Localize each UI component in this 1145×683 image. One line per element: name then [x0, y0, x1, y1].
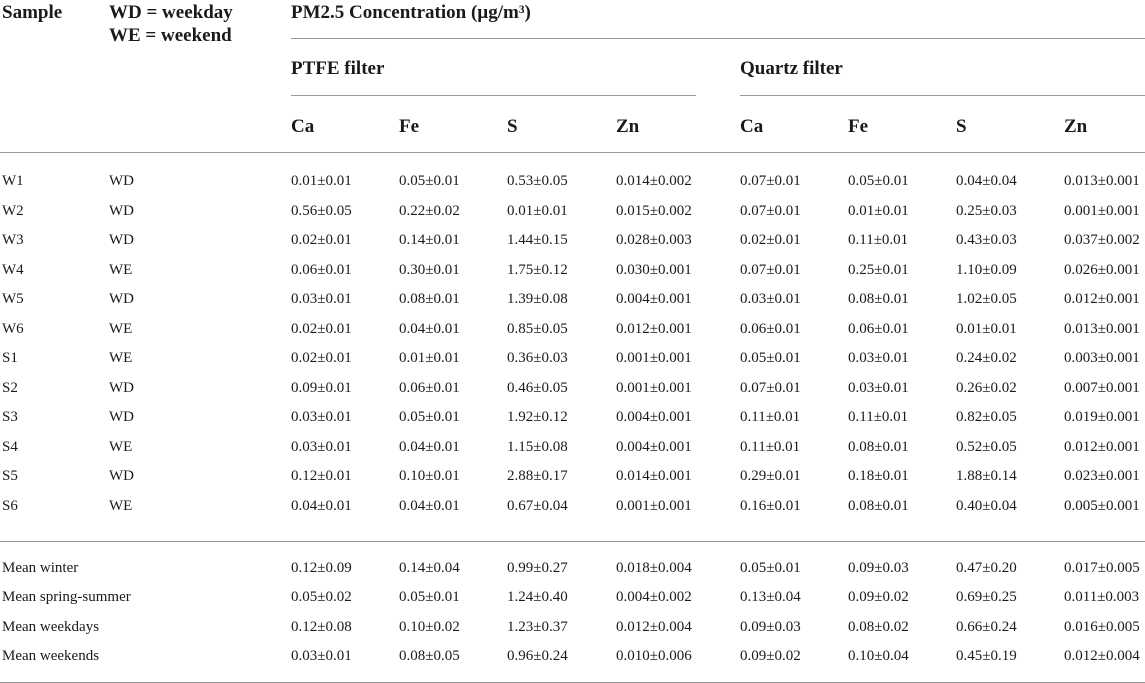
mean-value-cell: 0.012±0.004 — [1064, 648, 1140, 664]
rule-means — [0, 541, 1145, 542]
mean-value-cell: 0.66±0.24 — [956, 619, 1017, 635]
value-cell: 0.028±0.003 — [616, 232, 692, 248]
value-cell: 0.09±0.01 — [291, 380, 352, 396]
value-cell: 1.75±0.12 — [507, 262, 568, 278]
value-cell: 1.39±0.08 — [507, 291, 568, 307]
value-cell: 0.014±0.002 — [616, 173, 692, 189]
mean-label: Mean weekdays — [2, 619, 100, 635]
value-cell: 0.004±0.001 — [616, 291, 692, 307]
value-cell: 0.001±0.001 — [616, 498, 692, 514]
value-cell: 0.82±0.05 — [956, 409, 1017, 425]
value-cell: 0.01±0.01 — [848, 203, 909, 219]
sample-id: S1 — [2, 350, 18, 366]
day-type: WE — [109, 262, 133, 278]
value-cell: 0.012±0.001 — [616, 321, 692, 337]
mean-value-cell: 0.12±0.08 — [291, 619, 352, 635]
value-cell: 0.007±0.001 — [1064, 380, 1140, 396]
value-cell: 0.01±0.01 — [399, 350, 460, 366]
mean-label: Mean winter — [2, 560, 79, 576]
col-ptfe-ca: Ca — [291, 116, 315, 137]
value-cell: 1.02±0.05 — [956, 291, 1017, 307]
mean-value-cell: 1.23±0.37 — [507, 619, 568, 635]
value-cell: 0.03±0.01 — [291, 439, 352, 455]
value-cell: 0.26±0.02 — [956, 380, 1017, 396]
value-cell: 0.25±0.01 — [848, 262, 909, 278]
value-cell: 0.005±0.001 — [1064, 498, 1140, 514]
value-cell: 0.07±0.01 — [740, 380, 801, 396]
value-cell: 0.16±0.01 — [740, 498, 801, 514]
value-cell: 0.18±0.01 — [848, 468, 909, 484]
value-cell: 0.25±0.03 — [956, 203, 1017, 219]
value-cell: 0.11±0.01 — [740, 409, 801, 425]
value-cell: 0.01±0.01 — [291, 173, 352, 189]
value-cell: 0.11±0.01 — [848, 232, 909, 248]
mean-value-cell: 0.09±0.03 — [848, 560, 909, 576]
value-cell: 0.14±0.01 — [399, 232, 460, 248]
col-quartz-s: S — [956, 116, 967, 137]
sample-id: S2 — [2, 380, 18, 396]
value-cell: 0.36±0.03 — [507, 350, 568, 366]
header-we-legend: WE = weekend — [109, 25, 232, 46]
mean-value-cell: 0.10±0.04 — [848, 648, 909, 664]
mean-value-cell: 0.017±0.005 — [1064, 560, 1140, 576]
value-cell: 0.02±0.01 — [740, 232, 801, 248]
value-cell: 0.03±0.01 — [848, 380, 909, 396]
value-cell: 0.53±0.05 — [507, 173, 568, 189]
sample-id: S4 — [2, 439, 18, 455]
value-cell: 0.04±0.01 — [399, 498, 460, 514]
value-cell: 0.03±0.01 — [291, 291, 352, 307]
mean-value-cell: 0.14±0.04 — [399, 560, 460, 576]
col-quartz-zn: Zn — [1064, 116, 1088, 137]
mean-value-cell: 0.08±0.02 — [848, 619, 909, 635]
value-cell: 0.07±0.01 — [740, 262, 801, 278]
mean-value-cell: 0.03±0.01 — [291, 648, 352, 664]
value-cell: 1.92±0.12 — [507, 409, 568, 425]
value-cell: 1.15±0.08 — [507, 439, 568, 455]
day-type: WD — [109, 380, 134, 396]
mean-value-cell: 0.010±0.006 — [616, 648, 692, 664]
value-cell: 0.06±0.01 — [740, 321, 801, 337]
sample-id: W6 — [2, 321, 24, 337]
value-cell: 0.03±0.01 — [740, 291, 801, 307]
value-cell: 0.05±0.01 — [848, 173, 909, 189]
value-cell: 0.012±0.001 — [1064, 291, 1140, 307]
col-ptfe-fe: Fe — [399, 116, 420, 137]
value-cell: 0.06±0.01 — [399, 380, 460, 396]
mean-value-cell: 0.13±0.04 — [740, 589, 801, 605]
header-wd-legend: WD = weekday — [109, 2, 233, 23]
value-cell: 0.52±0.05 — [956, 439, 1017, 455]
day-type: WD — [109, 291, 134, 307]
sample-id: S3 — [2, 409, 18, 425]
value-cell: 1.10±0.09 — [956, 262, 1017, 278]
value-cell: 0.012±0.001 — [1064, 439, 1140, 455]
value-cell: 0.30±0.01 — [399, 262, 460, 278]
value-cell: 0.004±0.001 — [616, 439, 692, 455]
rule-concentration — [291, 38, 1145, 39]
value-cell: 0.22±0.02 — [399, 203, 460, 219]
sample-id: W1 — [2, 173, 24, 189]
value-cell: 0.07±0.01 — [740, 173, 801, 189]
value-cell: 0.019±0.001 — [1064, 409, 1140, 425]
value-cell: 0.08±0.01 — [848, 291, 909, 307]
value-cell: 2.88±0.17 — [507, 468, 568, 484]
value-cell: 0.04±0.01 — [291, 498, 352, 514]
col-ptfe-zn: Zn — [616, 116, 640, 137]
value-cell: 0.56±0.05 — [291, 203, 352, 219]
value-cell: 0.46±0.05 — [507, 380, 568, 396]
value-cell: 0.023±0.001 — [1064, 468, 1140, 484]
value-cell: 1.88±0.14 — [956, 468, 1017, 484]
value-cell: 0.06±0.01 — [291, 262, 352, 278]
mean-value-cell: 0.09±0.02 — [740, 648, 801, 664]
value-cell: 0.014±0.001 — [616, 468, 692, 484]
mean-value-cell: 0.47±0.20 — [956, 560, 1017, 576]
value-cell: 0.03±0.01 — [848, 350, 909, 366]
sample-id: S6 — [2, 498, 18, 514]
value-cell: 0.01±0.01 — [507, 203, 568, 219]
group-quartz-filter: Quartz filter — [740, 58, 843, 79]
col-quartz-ca: Ca — [740, 116, 764, 137]
value-cell: 0.01±0.01 — [956, 321, 1017, 337]
value-cell: 0.04±0.01 — [399, 321, 460, 337]
value-cell: 0.001±0.001 — [616, 350, 692, 366]
col-quartz-fe: Fe — [848, 116, 869, 137]
mean-label: Mean weekends — [2, 648, 100, 664]
value-cell: 0.05±0.01 — [740, 350, 801, 366]
value-cell: 0.40±0.04 — [956, 498, 1017, 514]
value-cell: 0.015±0.002 — [616, 203, 692, 219]
day-type: WE — [109, 498, 133, 514]
value-cell: 0.67±0.04 — [507, 498, 568, 514]
mean-value-cell: 0.05±0.01 — [740, 560, 801, 576]
value-cell: 0.003±0.001 — [1064, 350, 1140, 366]
day-type: WE — [109, 439, 133, 455]
mean-value-cell: 0.10±0.02 — [399, 619, 460, 635]
value-cell: 0.06±0.01 — [848, 321, 909, 337]
value-cell: 0.030±0.001 — [616, 262, 692, 278]
value-cell: 0.037±0.002 — [1064, 232, 1140, 248]
day-type: WD — [109, 203, 134, 219]
value-cell: 1.44±0.15 — [507, 232, 568, 248]
mean-value-cell: 0.12±0.09 — [291, 560, 352, 576]
value-cell: 0.11±0.01 — [848, 409, 909, 425]
mean-value-cell: 0.012±0.004 — [616, 619, 692, 635]
sample-id: W5 — [2, 291, 24, 307]
day-type: WD — [109, 232, 134, 248]
value-cell: 0.013±0.001 — [1064, 173, 1140, 189]
value-cell: 0.026±0.001 — [1064, 262, 1140, 278]
sample-id: W3 — [2, 232, 24, 248]
value-cell: 0.43±0.03 — [956, 232, 1017, 248]
value-cell: 0.03±0.01 — [291, 409, 352, 425]
value-cell: 0.24±0.02 — [956, 350, 1017, 366]
value-cell: 0.11±0.01 — [740, 439, 801, 455]
value-cell: 0.85±0.05 — [507, 321, 568, 337]
value-cell: 0.001±0.001 — [616, 380, 692, 396]
value-cell: 0.04±0.04 — [956, 173, 1017, 189]
mean-value-cell: 0.08±0.05 — [399, 648, 460, 664]
mean-value-cell: 0.96±0.24 — [507, 648, 568, 664]
mean-value-cell: 0.69±0.25 — [956, 589, 1017, 605]
mean-value-cell: 0.09±0.03 — [740, 619, 801, 635]
value-cell: 0.04±0.01 — [399, 439, 460, 455]
mean-value-cell: 0.05±0.01 — [399, 589, 460, 605]
sample-id: S5 — [2, 468, 18, 484]
value-cell: 0.004±0.001 — [616, 409, 692, 425]
value-cell: 0.05±0.01 — [399, 409, 460, 425]
value-cell: 0.07±0.01 — [740, 203, 801, 219]
value-cell: 0.02±0.01 — [291, 350, 352, 366]
group-ptfe-filter: PTFE filter — [291, 58, 385, 79]
header-sample: Sample — [2, 2, 63, 23]
day-type: WD — [109, 468, 134, 484]
value-cell: 0.001±0.001 — [1064, 203, 1140, 219]
col-ptfe-s: S — [507, 116, 518, 137]
sample-id: W2 — [2, 203, 24, 219]
value-cell: 0.10±0.01 — [399, 468, 460, 484]
day-type: WD — [109, 173, 134, 189]
day-type: WE — [109, 321, 133, 337]
value-cell: 0.08±0.01 — [848, 498, 909, 514]
value-cell: 0.29±0.01 — [740, 468, 801, 484]
header-concentration: PM2.5 Concentration (µg/m³) — [291, 2, 531, 23]
value-cell: 0.013±0.001 — [1064, 321, 1140, 337]
mean-value-cell: 0.45±0.19 — [956, 648, 1017, 664]
mean-value-cell: 0.016±0.005 — [1064, 619, 1140, 635]
day-type: WD — [109, 409, 134, 425]
mean-value-cell: 1.24±0.40 — [507, 589, 568, 605]
mean-value-cell: 0.004±0.002 — [616, 589, 692, 605]
value-cell: 0.08±0.01 — [848, 439, 909, 455]
value-cell: 0.02±0.01 — [291, 321, 352, 337]
value-cell: 0.05±0.01 — [399, 173, 460, 189]
mean-value-cell: 0.99±0.27 — [507, 560, 568, 576]
mean-value-cell: 0.011±0.003 — [1064, 589, 1140, 605]
rule-header-bottom — [0, 152, 1145, 153]
mean-value-cell: 0.09±0.02 — [848, 589, 909, 605]
value-cell: 0.02±0.01 — [291, 232, 352, 248]
value-cell: 0.12±0.01 — [291, 468, 352, 484]
rule-quartz — [740, 95, 1145, 96]
sample-id: W4 — [2, 262, 24, 278]
mean-value-cell: 0.05±0.02 — [291, 589, 352, 605]
day-type: WE — [109, 350, 133, 366]
value-cell: 0.08±0.01 — [399, 291, 460, 307]
rule-ptfe — [291, 95, 696, 96]
mean-label: Mean spring-summer — [2, 589, 131, 605]
mean-value-cell: 0.018±0.004 — [616, 560, 692, 576]
